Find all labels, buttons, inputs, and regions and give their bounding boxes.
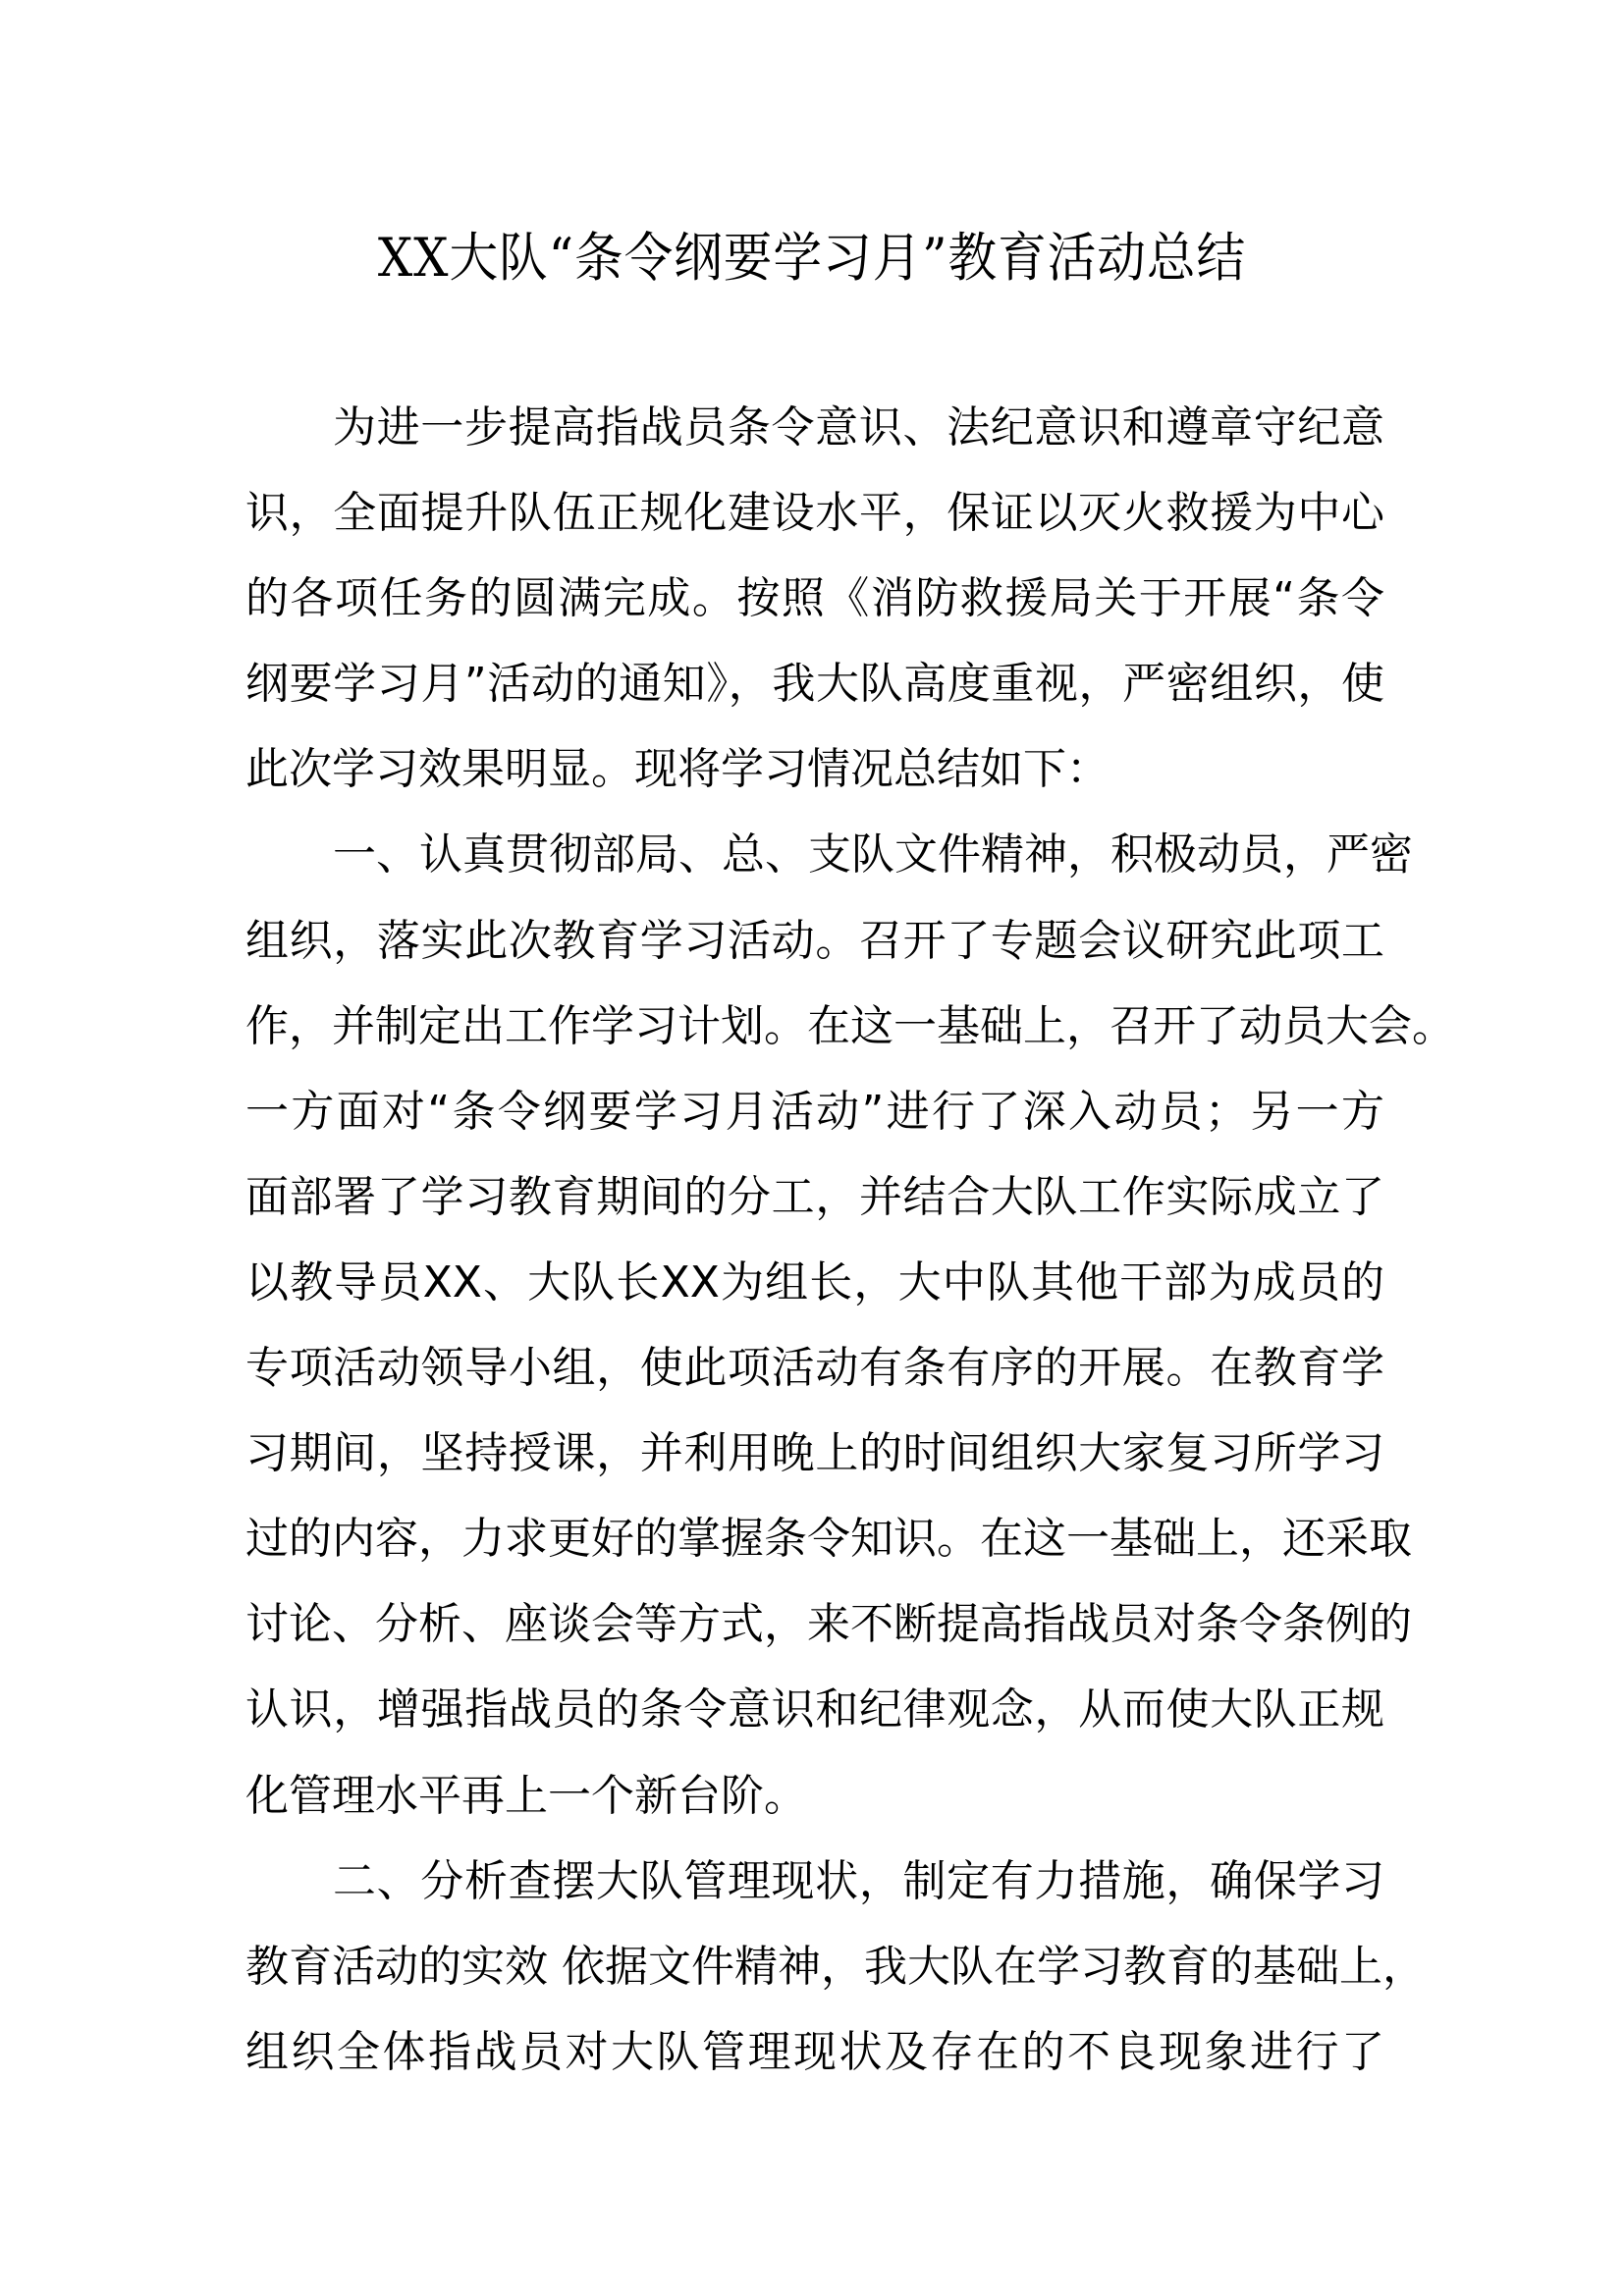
text-line: 纲要学习月”活动的通知》，我大队高度重视，严密组织，使 [245,659,1384,710]
text-line: 此次学习效果明显。现将学习情况总结如下： [245,744,1110,795]
text-line: 组织全体指战员对大队管理现状及存在的不良现象进行了 [245,2026,1384,2077]
text-line: 化管理水平再上一个新台阶。 [245,1770,807,1821]
text-line: 过的内容，力求更好的掌握条令知识。在这一基础上，还采取 [245,1514,1412,1565]
paragraph-intro [245,385,1384,812]
text-line: 以教导员XX、大队长XX为组长，大中队其他干部为成员的 [245,1256,1384,1308]
text-line: 专项活动领导小组，使此项活动有条有序的开展。在教育学 [245,1343,1384,1394]
paragraph-section-two [245,1839,1426,2095]
text-line: 讨论、分析、座谈会等方式，来不断提高指战员对条令条例的 [245,1599,1412,1650]
text-line: 的各项任务的圆满完成。按照《消防救援局关于开展“条令 [245,573,1384,624]
text-line: 面部署了学习教育期间的分工，并结合大队工作实际成立了 [245,1171,1384,1222]
document-body [245,385,1455,2095]
document-title: XX大队“条令纲要学习月”教育活动总结 [377,227,1247,289]
text-line: 识，全面提升队伍正规化建设水平，保证以灭火救援为中心 [245,488,1384,539]
text-line: 一方面对“条令纲要学习月活动”进行了深入动员；另一方 [245,1086,1384,1137]
text-line: 习期间，坚持授课，并利用晚上的时间组织大家复习所学习 [245,1428,1384,1479]
section-heading-line: 一、认真贯彻部局、总、支队文件精神，积极动员，严密 [333,829,1413,881]
text-line: 教育活动的实效 依据文件精神，我大队在学习教育的基础上， [245,1941,1426,1992]
paragraph-section-one [245,812,1455,1838]
text-line: 组织，落实此次教育学习活动。召开了专题会议研究此项工 [245,915,1384,966]
section-heading-line: 二、分析查摆大队管理现状，制定有力措施，确保学习 [333,1855,1384,1906]
text-line: 作，并制定出工作学习计划。在这一基础上，召开了动员大会。 [245,1000,1455,1051]
text-line: 为进一步提高指战员条令意识、法纪意识和遵章守纪意 [333,402,1384,453]
text-line: 认识，增强指战员的条令意识和纪律观念，从而使大队正规 [245,1684,1384,1735]
